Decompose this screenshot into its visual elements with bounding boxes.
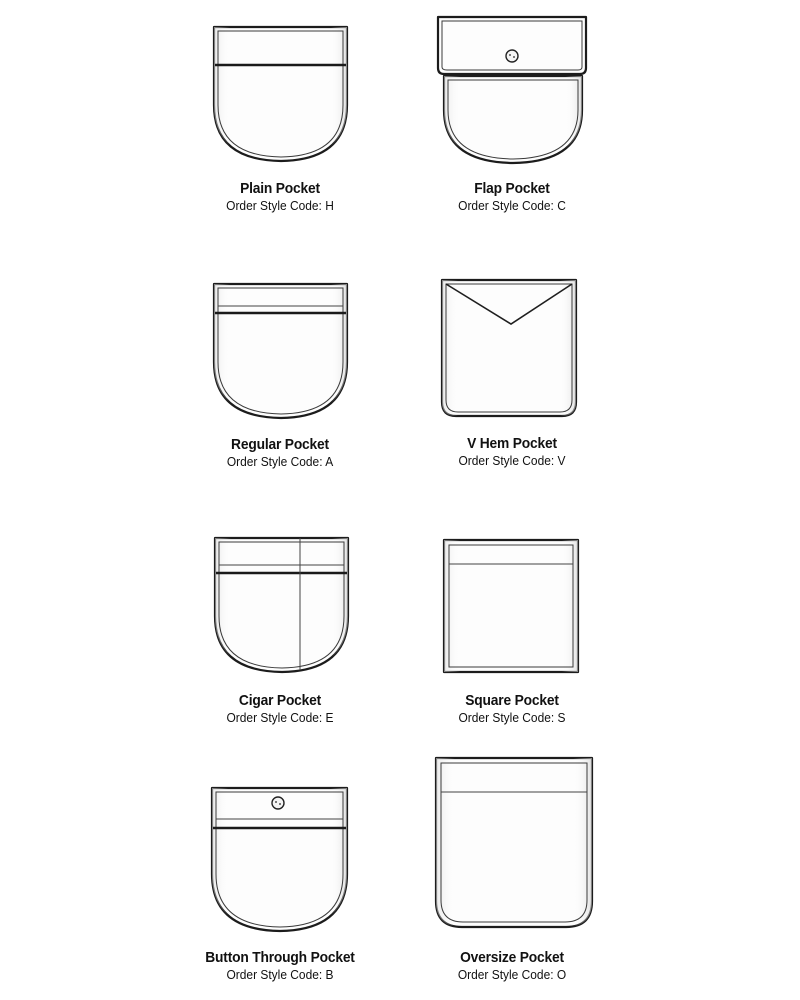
flap-pocket-icon (392, 14, 632, 174)
pocket-name: Oversize Pocket (460, 949, 564, 966)
square-pocket-icon (392, 538, 632, 688)
pocket-card-v-hem (392, 278, 632, 478)
pocket-card-oversize (392, 756, 632, 996)
pocket-name: Regular Pocket (231, 436, 329, 453)
pocket-name: Plain Pocket (240, 180, 320, 197)
pocket-card-regular (160, 282, 400, 482)
pocket-style-code: Order Style Code: A (226, 454, 334, 469)
button-through-pocket-icon (160, 786, 400, 946)
pocket-style-code: Order Style Code: O (457, 967, 567, 982)
pocket-style-code: Order Style Code: H (226, 198, 334, 213)
pocket-style-code: Order Style Code: S (458, 710, 566, 725)
pocket-card-square (392, 538, 632, 738)
pocket-name: V Hem Pocket (467, 435, 557, 452)
pocket-style-code: Order Style Code: V (458, 453, 566, 468)
pocket-name: Square Pocket (465, 692, 559, 709)
pocket-card-plain (160, 25, 400, 225)
pocket-style-code: Order Style Code: E (226, 710, 334, 725)
pocket-style-code: Order Style Code: C (458, 198, 566, 213)
regular-pocket-icon (160, 282, 400, 432)
pocket-style-code: Order Style Code: B (226, 967, 334, 982)
pocket-card-button-through (160, 786, 400, 996)
v-hem-pocket-icon (392, 278, 632, 428)
pocket-name: Button Through Pocket (205, 949, 355, 966)
cigar-pocket-icon (160, 536, 400, 686)
pocket-name: Flap Pocket (474, 180, 550, 197)
pocket-card-cigar (160, 536, 400, 736)
oversize-pocket-icon (392, 756, 632, 936)
plain-pocket-icon (160, 25, 400, 175)
pocket-name: Cigar Pocket (238, 692, 322, 709)
pocket-card-flap (392, 14, 632, 224)
